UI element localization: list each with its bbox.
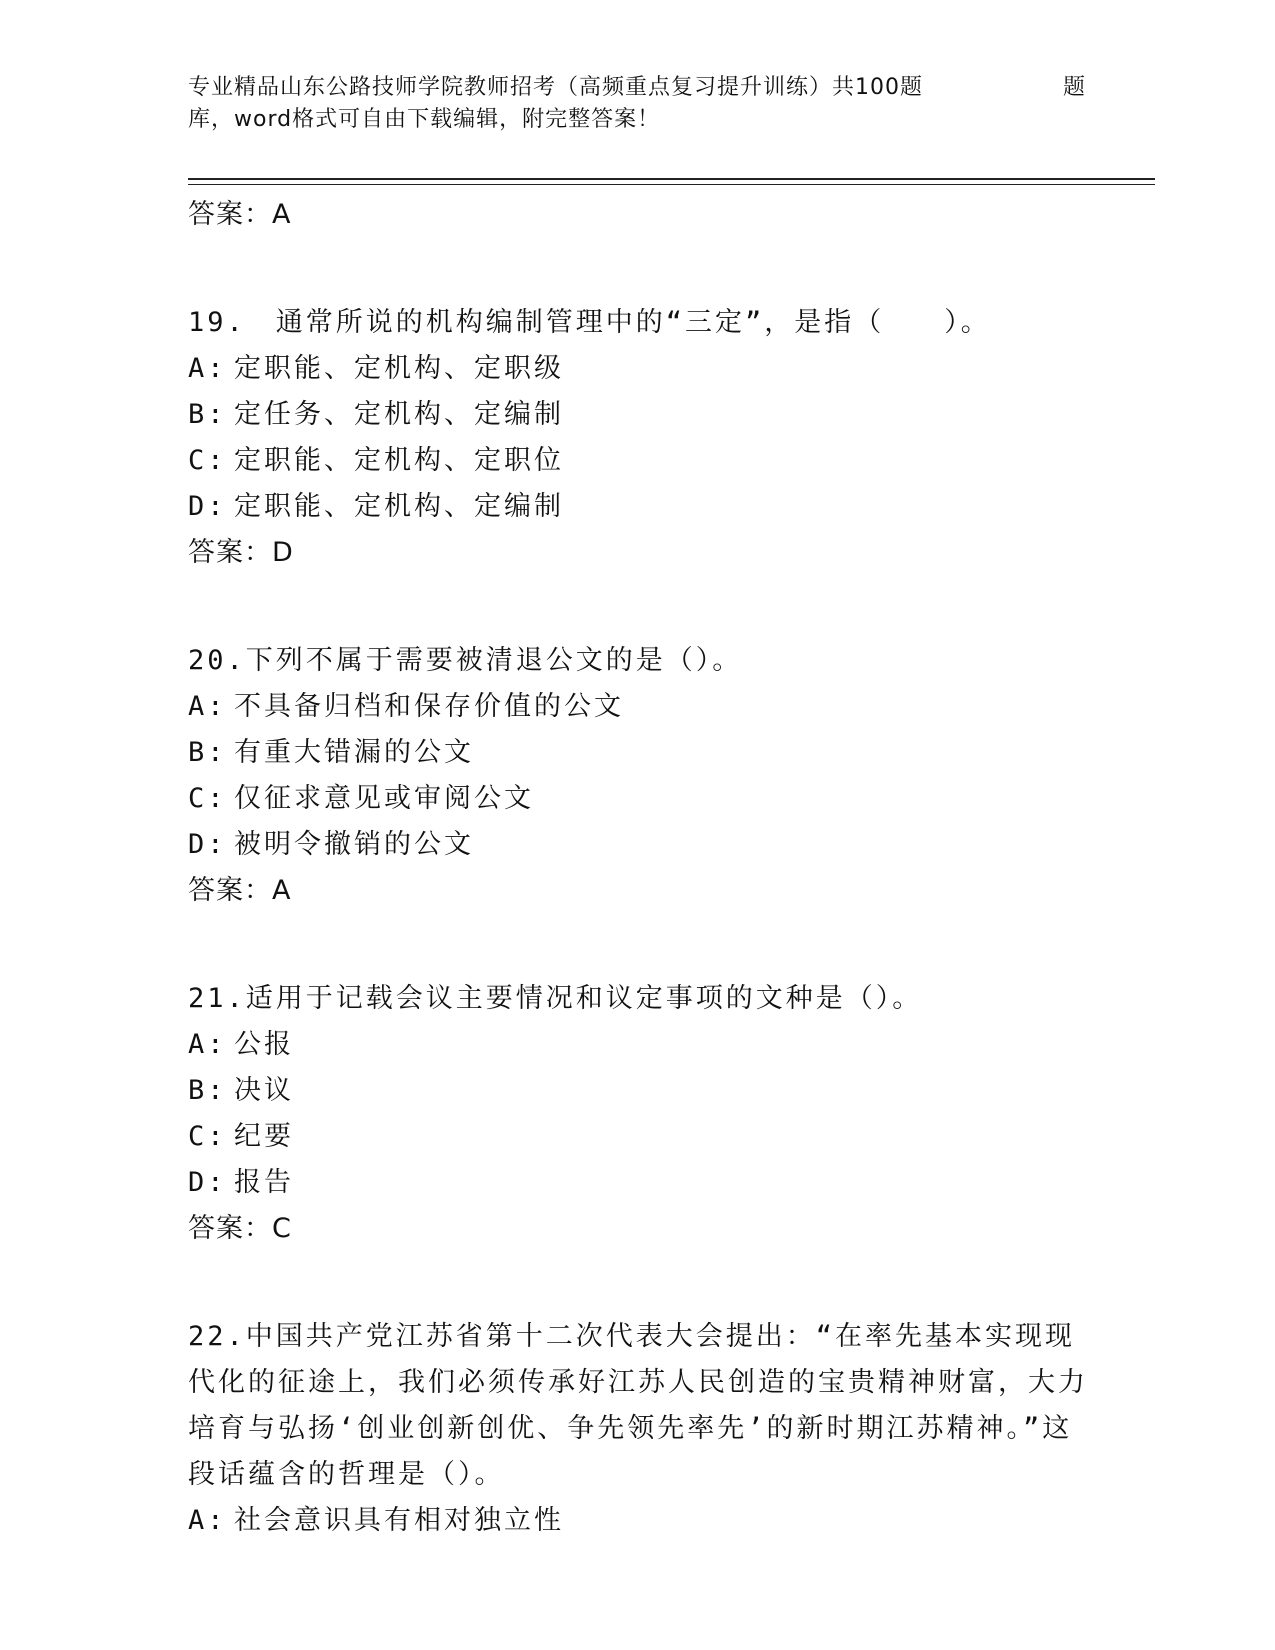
option-letter: A:	[188, 353, 227, 384]
option-letter: B:	[188, 737, 227, 768]
option-text: 纪要	[234, 1121, 294, 1152]
question-text: 21.适用于记载会议主要情况和议定事项的文种是（）。	[188, 983, 923, 1014]
question-19	[188, 300, 1088, 576]
option-letter: C:	[188, 1121, 227, 1152]
header-line-2: 库，word格式可自由下载编辑，附完整答案！	[188, 107, 661, 132]
option-b	[188, 1068, 1088, 1114]
answer: 答案：C	[188, 1213, 292, 1244]
option-letter: D:	[188, 829, 227, 860]
option-c	[188, 1114, 1088, 1160]
header-divider-thin	[188, 184, 1155, 185]
header-title: 专业精品山东公路技师学院教师招考（高频重点复习提升训练）共100题	[188, 75, 923, 100]
question-text: 19. 通常所说的机构编制管理中的“三定”，是指（ ）。	[188, 307, 991, 338]
option-text: 仅征求意见或审阅公文	[234, 783, 534, 814]
option-letter: A:	[188, 691, 227, 722]
question-20	[188, 638, 1088, 914]
option-text: 定职能、定机构、定职位	[234, 445, 564, 476]
page-header	[188, 72, 1088, 136]
option-a	[188, 1498, 1088, 1544]
question-text: 22.中国共产党江苏省第十二次代表大会提出：“在率先基本实现现代化的征途上，我们必须传承好江苏人民创造的宝贵精神财富，大力培育与弘扬‘创业创新创优、争先领先率先’的新时期江苏精神。”这段话蕴含的哲理是（）。	[188, 1321, 1088, 1490]
answer: 答案：D	[188, 537, 294, 568]
option-letter: A:	[188, 1505, 227, 1536]
option-text: 定职能、定机构、定职级	[234, 353, 564, 384]
option-text: 被明令撤销的公文	[234, 829, 474, 860]
option-d	[188, 822, 1088, 868]
header-divider-thick	[188, 178, 1155, 180]
option-text: 不具备归档和保存价值的公文	[234, 691, 624, 722]
answer: 答案：A	[188, 875, 292, 906]
previous-answer: 答案：A	[188, 199, 292, 230]
option-a	[188, 1022, 1088, 1068]
question-21	[188, 976, 1088, 1252]
question-text: 20.下列不属于需要被清退公文的是（）。	[188, 645, 743, 676]
option-text: 定任务、定机构、定编制	[234, 399, 564, 430]
option-text: 公报	[234, 1029, 294, 1060]
option-text: 定职能、定机构、定编制	[234, 491, 564, 522]
option-c	[188, 776, 1088, 822]
option-a	[188, 684, 1088, 730]
option-text: 有重大错漏的公文	[234, 737, 474, 768]
option-letter: B:	[188, 399, 227, 430]
option-text: 社会意识具有相对独立性	[234, 1505, 564, 1536]
option-letter: B:	[188, 1075, 227, 1106]
option-letter: A:	[188, 1029, 227, 1060]
option-a	[188, 346, 1088, 392]
option-d	[188, 484, 1088, 530]
option-c	[188, 438, 1088, 484]
question-22	[188, 1314, 1088, 1544]
option-d	[188, 1160, 1088, 1206]
option-letter: C:	[188, 445, 227, 476]
option-text: 决议	[234, 1075, 294, 1106]
option-letter: C:	[188, 783, 227, 814]
header-title-tail: 题	[1063, 75, 1087, 100]
option-b	[188, 392, 1088, 438]
option-b	[188, 730, 1088, 776]
option-letter: D:	[188, 491, 227, 522]
question-list	[188, 192, 1088, 1544]
option-letter: D:	[188, 1167, 227, 1198]
option-text: 报告	[234, 1167, 294, 1198]
header-line-1	[188, 72, 1088, 104]
